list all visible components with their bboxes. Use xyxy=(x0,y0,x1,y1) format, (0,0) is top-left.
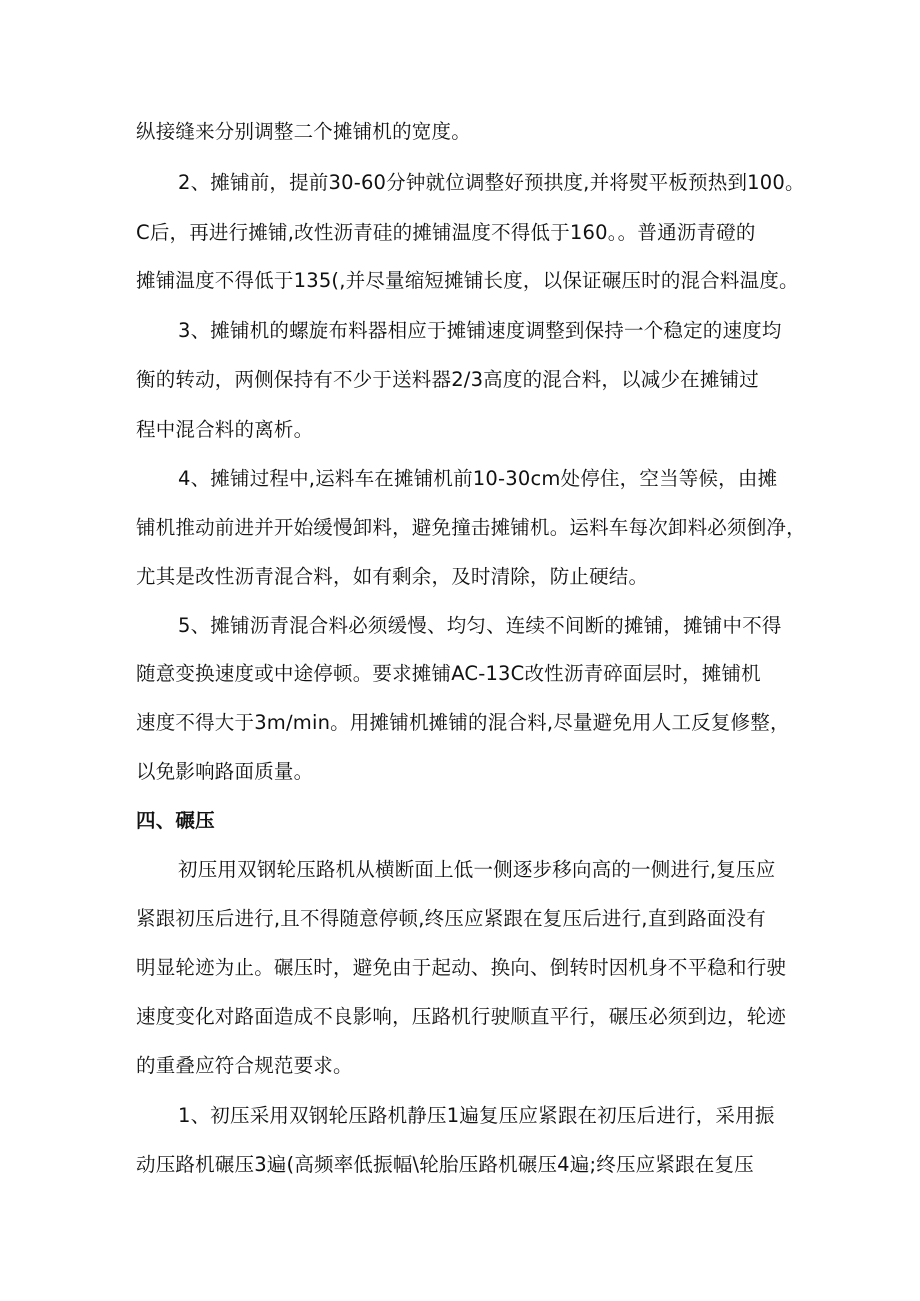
text-line: 动压路机碾压3遍(高频率低振幅\轮胎压路机碾压4遍;终压应紧跟在复压 xyxy=(136,1153,754,1176)
text-line: 尤其是改性沥青混合料，如有剩余，及时清除，防止硬结。 xyxy=(136,565,649,588)
text-line: 纵接缝来分别调整二个摊铺机的宽度。 xyxy=(136,120,471,143)
text-line: 摊铺温度不得低于135(,并尽量缩短摊铺长度，以保证碾压时的混合料温度。 xyxy=(136,269,799,292)
text-line: 速度变化对路面造成不良影响，压路机行驶顺直平行，碾压必须到边，轮迹 xyxy=(136,1005,787,1028)
text-line: 铺机推动前进并开始缓慢卸料，避免撞击摊铺机。运料车每次卸料必须倒净， xyxy=(136,516,806,539)
text-line: C后，再进行摊铺,改性沥青硅的摊铺温度不得低于160。。普通沥青磴的 xyxy=(136,221,756,244)
text-line: 5、摊铺沥青混合料必须缓慢、均匀、连续不间断的摊铺，摊铺中不得 xyxy=(178,614,782,637)
text-line: 随意变换速度或中途停顿。要求摊铺AC-13C改性沥青碎面层时，摊铺机 xyxy=(136,662,761,685)
text-line: 程中混合料的离析。 xyxy=(136,418,314,441)
text-line: 2、摊铺前，提前30-60分钟就位调整好预拱度,并将熨平板预热到100。 xyxy=(178,171,805,194)
text-line: 速度不得大于3m∕min。用摊铺机摊铺的混合料,尽量避免用人工反复修整， xyxy=(136,711,790,734)
text-line: 3、摊铺机的螺旋布料器相应于摊铺速度调整到保持一个稳定的速度均 xyxy=(178,319,782,342)
text-line: 的重叠应符合规范要求。 xyxy=(136,1054,353,1077)
text-line: 以免影响路面质量。 xyxy=(136,760,314,783)
section-heading: 四、碾压 xyxy=(136,809,215,832)
text-line: 紧跟初压后进行,且不得随意停顿,终压应紧跟在复压后进行,直到路面没有 xyxy=(136,907,766,930)
text-line: 衡的转动，两侧保持有不少于送料器2/3高度的混合料，以减少在摊铺过 xyxy=(136,368,759,391)
text-line: 初压用双钢轮压路机从横断面上低一侧逐步移向高的一侧进行,复压应 xyxy=(178,858,776,881)
text-line: 4、摊铺过程中,运料车在摊铺机前10-30cm处停住，空当等候，由摊 xyxy=(178,467,778,490)
text-line: 1、初压采用双钢轮压路机静压1遍复压应紧跟在初压后进行，采用振 xyxy=(178,1104,775,1127)
text-line: 明显轮迹为止。碾压时，避免由于起动、换向、倒转时因机身不平稳和行驶 xyxy=(136,956,787,979)
